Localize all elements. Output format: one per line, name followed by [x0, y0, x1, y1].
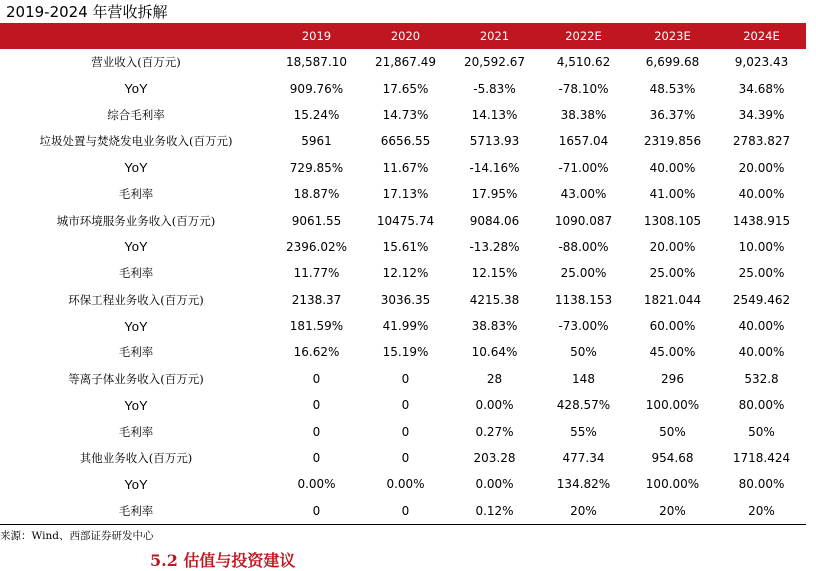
table-row: [0, 287, 806, 313]
table-cell: -13.28%: [469, 239, 520, 254]
table-cell: 40.00%: [738, 187, 785, 202]
table-cell: -73.00%: [558, 319, 609, 334]
row-label: 环保工程业务收入(百万元): [68, 292, 204, 307]
table-cell: 34.39%: [738, 107, 785, 122]
row-label: 毛利率: [118, 266, 154, 281]
table-cell: 25.00%: [738, 266, 785, 281]
table-cell: 14.73%: [382, 107, 429, 122]
table-cell: 17.13%: [382, 187, 429, 202]
table-cell: 50%: [570, 345, 597, 360]
table-cell: 729.85%: [289, 160, 344, 175]
table-cell: 0.00%: [386, 477, 425, 492]
table-cell: 17.95%: [471, 187, 518, 202]
table-cell: -14.16%: [469, 160, 520, 175]
table-cell: 20%: [628, 498, 717, 524]
table-row: [0, 49, 806, 75]
table-cell: 1438.915: [732, 213, 791, 228]
header-cell-2020: 2020: [390, 29, 421, 43]
table-cell: 18.87%: [293, 187, 340, 202]
table-cell: 0: [361, 498, 450, 524]
table-cell: 10.00%: [738, 239, 785, 254]
table-cell: 36.37%: [649, 107, 696, 122]
table-cell: 4,510.62: [556, 55, 611, 70]
header-cell-2019: 2019: [301, 29, 332, 43]
table-cell: 532.8: [744, 371, 779, 386]
table-cell: 296: [661, 371, 684, 386]
table-cell: 0.00%: [475, 398, 514, 413]
table-cell: 20.00%: [738, 160, 785, 175]
table-cell: 16.62%: [293, 345, 340, 360]
table-cell: 40.00%: [738, 345, 785, 360]
row-label: 其他业务收入(百万元): [79, 451, 193, 466]
table-cell: 15.61%: [382, 239, 429, 254]
table-cell: 0.00%: [475, 477, 514, 492]
table-cell: -71.00%: [558, 160, 609, 175]
row-label: 营业收入(百万元): [91, 55, 181, 70]
table-cell: 80.00%: [738, 398, 785, 413]
table-cell: 428.57%: [556, 398, 611, 413]
table-cell: 55%: [570, 424, 597, 439]
table-cell: 80.00%: [738, 477, 785, 492]
table-cell: 5713.93: [469, 134, 520, 149]
table-cell: 38.38%: [560, 107, 607, 122]
table-cell: 5961: [301, 134, 332, 149]
header-cell-2024e: 2024E: [743, 29, 780, 43]
table-row: [0, 75, 806, 101]
table-cell: 60.00%: [649, 319, 696, 334]
table-cell: 15.24%: [293, 107, 340, 122]
table-cell: 43.00%: [560, 187, 607, 202]
table-cell: 9061.55: [291, 213, 342, 228]
table-cell: 2549.462: [732, 292, 791, 307]
table-cell: 6,699.68: [645, 55, 700, 70]
table-cell: 10.64%: [471, 345, 518, 360]
table-cell: 0: [312, 424, 321, 439]
table-row: [0, 498, 806, 524]
table-row: [0, 313, 806, 339]
table-cell: 12.12%: [382, 266, 429, 281]
header-cell-2022e: 2022E: [565, 29, 602, 43]
table-cell: 1308.105: [643, 213, 702, 228]
table-cell: 134.82%: [556, 477, 611, 492]
table-cell: 40.00%: [738, 319, 785, 334]
table-cell: 12.15%: [471, 266, 518, 281]
table-row: [0, 102, 806, 128]
table-row: [0, 392, 806, 418]
table-cell: 14.13%: [471, 107, 518, 122]
table-cell: 9,023.43: [734, 55, 789, 70]
table-cell: 0: [401, 371, 410, 386]
row-label: 综合毛利率: [107, 107, 165, 122]
row-label: 垃圾处置与焚烧发电业务收入(百万元): [39, 134, 233, 149]
table-cell: 203.28: [473, 451, 516, 466]
row-label: 毛利率: [0, 498, 272, 524]
table-row: [0, 128, 806, 154]
table-cell: 20,592.67: [463, 55, 526, 70]
source-note: 来源：Wind、西部证券研发中心: [0, 530, 154, 542]
table-row: [0, 234, 806, 260]
table-row: [0, 181, 806, 207]
header-cell-label: [0, 23, 272, 49]
table-cell: 954.68: [651, 451, 694, 466]
table-cell: 17.65%: [382, 81, 429, 96]
row-label: 毛利率: [118, 424, 154, 439]
table-row: [0, 445, 806, 471]
table-cell: -5.83%: [473, 81, 516, 96]
table-cell: 50%: [748, 424, 775, 439]
table-cell: 25.00%: [649, 266, 696, 281]
row-label: YoY: [124, 160, 148, 176]
table-cell: -88.00%: [558, 239, 609, 254]
table-cell: 0: [312, 451, 321, 466]
row-label: 毛利率: [118, 187, 154, 202]
table-cell: 20%: [539, 498, 628, 524]
table-row: [0, 339, 806, 365]
row-label: YoY: [124, 81, 148, 97]
section-heading: 5.2 估值与投资建议: [150, 551, 296, 570]
table-cell: 909.76%: [289, 81, 344, 96]
table-cell: 0: [312, 398, 321, 413]
table-cell: -78.10%: [558, 81, 609, 96]
table-row: [0, 207, 806, 233]
table-cell: 15.19%: [382, 345, 429, 360]
table-cell: 1138.153: [554, 292, 613, 307]
table-cell: 100.00%: [645, 477, 700, 492]
table-cell: 28: [486, 371, 503, 386]
row-label: 城市环境服务业务收入(百万元): [56, 213, 216, 228]
table-cell: 0.00%: [297, 477, 336, 492]
table-row: [0, 471, 806, 497]
table-body: [0, 49, 806, 524]
row-label: 毛利率: [118, 345, 154, 360]
table-cell: 20%: [717, 498, 806, 524]
table-cell: 50%: [659, 424, 686, 439]
table-cell: 20.00%: [649, 239, 696, 254]
table-row: [0, 260, 806, 286]
table-cell: 0: [272, 498, 361, 524]
table-cell: 41.00%: [649, 187, 696, 202]
table-cell: 0.27%: [475, 424, 514, 439]
table-cell: 0: [401, 398, 410, 413]
table-cell: 11.67%: [382, 160, 429, 175]
revenue-breakdown-table: [0, 23, 806, 525]
row-label: YoY: [124, 318, 148, 334]
table-cell: 21,867.49: [374, 55, 437, 70]
table-cell: 34.68%: [738, 81, 785, 96]
row-label: YoY: [124, 239, 148, 255]
table-cell: 3036.35: [380, 292, 431, 307]
row-label: YoY: [124, 397, 148, 413]
table-cell: 2319.856: [643, 134, 702, 149]
table-cell: 4215.38: [469, 292, 520, 307]
table-cell: 0: [401, 451, 410, 466]
table-cell: 11.77%: [293, 266, 340, 281]
table-cell: 148: [572, 371, 595, 386]
table-cell: 100.00%: [645, 398, 700, 413]
table-cell: 1821.044: [643, 292, 702, 307]
row-label: 等离子体业务收入(百万元): [68, 371, 204, 386]
table-header-row: [0, 23, 806, 49]
table-cell: 2783.827: [732, 134, 791, 149]
table-cell: 18,587.10: [285, 55, 348, 70]
table-row: [0, 366, 806, 392]
table-cell: 25.00%: [560, 266, 607, 281]
table-cell: 1657.04: [558, 134, 609, 149]
table-cell: 2396.02%: [285, 239, 348, 254]
table-cell: 9084.06: [469, 213, 520, 228]
table-cell: 477.34: [562, 451, 605, 466]
header-cell-2023e: 2023E: [654, 29, 691, 43]
table-cell: 48.53%: [649, 81, 696, 96]
table-cell: 40.00%: [649, 160, 696, 175]
table-row: [0, 418, 806, 444]
table-cell: 0: [312, 371, 321, 386]
table-cell: 1718.424: [732, 451, 791, 466]
revenue-breakdown-table-wrapper: [0, 23, 806, 525]
table-cell: 41.99%: [382, 319, 429, 334]
table-cell: 45.00%: [649, 345, 696, 360]
header-cell-2021: 2021: [479, 29, 510, 43]
table-cell: 2138.37: [291, 292, 342, 307]
table-cell: 1090.087: [554, 213, 613, 228]
table-cell: 181.59%: [289, 319, 344, 334]
page-title: 2019-2024 年营收拆解: [6, 3, 168, 21]
table-cell: 10475.74: [376, 213, 435, 228]
table-cell: 38.83%: [471, 319, 518, 334]
table-cell: 6656.55: [380, 134, 431, 149]
table-row: [0, 155, 806, 181]
table-cell: 0.12%: [450, 498, 539, 524]
table-cell: 0: [401, 424, 410, 439]
row-label: YoY: [124, 476, 148, 492]
